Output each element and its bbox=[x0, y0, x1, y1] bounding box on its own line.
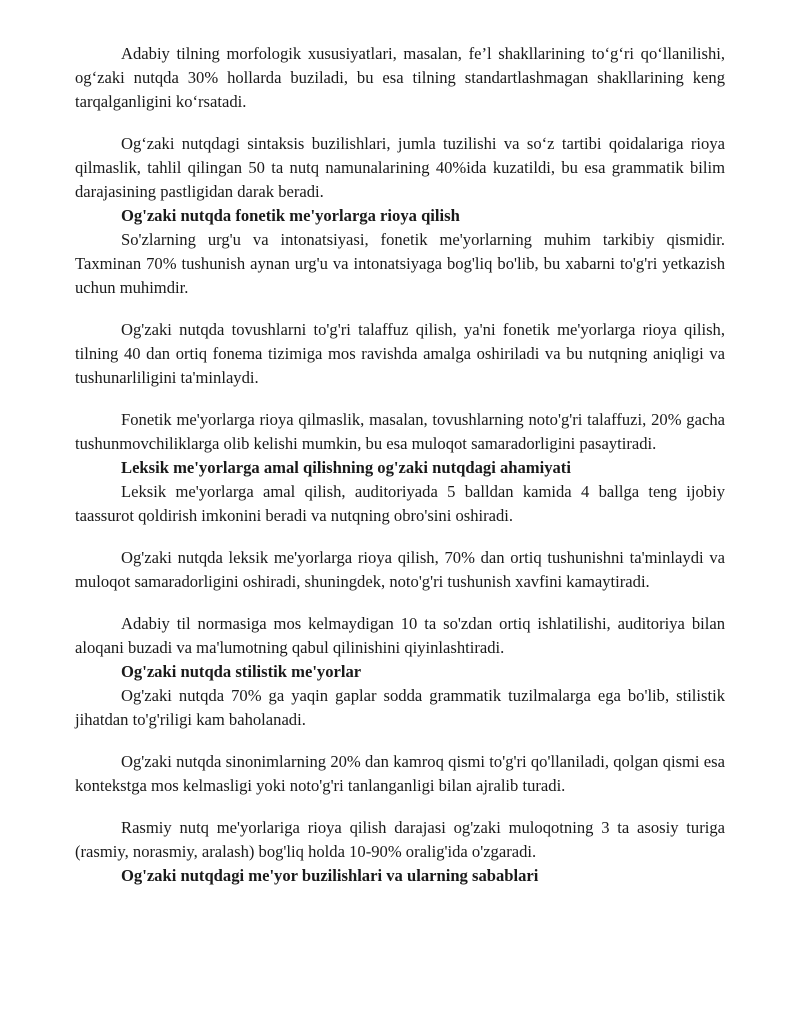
paragraph-phonetic-violations: Fonetik me'yorlarga rioya qilmaslik, masalan, tovushlarning noto'g'ri talaffuzi, 20% gacha tushunmovchiliklarga olib kelishi mumkin, bu esa muloqot samaradorligini pasaytiradi. bbox=[75, 410, 725, 453]
paragraph-stress-intonation: So'zlarning urg'u va intonatsiyasi, fonetik me'yorlarning muhim tarkibiy qismidir. Taxminan 70% tushunish aynan urg'u va intonatsiyaga bog'liq bo'lib, bu xabarni to'g'ri yetkazish uchun muhimdir. bbox=[75, 230, 725, 297]
paragraph-simple-structures: Og'zaki nutqda 70% ga yaqin gaplar sodda grammatik tuzilmalarga ega bo'lib, stilistik jihatdan to'g'riligi kam baholanadi. bbox=[75, 686, 725, 729]
paragraph-lexical-understanding: Og'zaki nutqda leksik me'yorlarga rioya qilish, 70% dan ortiq tushunishni ta'minlaydi va muloqot samaradorligini oshiradi, shuningdek, noto'g'ri tushunish xavfini kamaytiradi. bbox=[75, 548, 725, 591]
paragraph-morphology: Adabiy tilning morfologik xususiyatlari, masalan, fe’l shakllarining to‘g‘ri qo‘llanilishi, og‘zaki nutqda 30% hollarda buziladi, bu esa tilning standartlashmagan shakllarining keng tarqalganligini ko‘rsatadi. bbox=[75, 44, 725, 111]
heading-phonetic-norms: Og'zaki nutqda fonetik me'yorlarga rioya qilish bbox=[121, 206, 460, 225]
paragraph-formal-speech: Rasmiy nutq me'yorlariga rioya qilish darajasi og'zaki muloqotning 3 ta asosiy turiga (rasmiy, norasmiy, aralash) bog'liq holda 10-90% oralig'ida o'zgaradi. bbox=[75, 818, 725, 861]
heading-stylistic-norms: Og'zaki nutqda stilistik me'yorlar bbox=[121, 662, 362, 681]
paragraph-synonyms: Og'zaki nutqda sinonimlarning 20% dan kamroq qismi to'g'ri qo'llaniladi, qolgan qismi esa kontekstga mos kelmasligi yoki noto'g'ri tanlanganligi bilan ajralib turadi. bbox=[75, 752, 725, 795]
paragraph-literary-norm: Adabiy til normasiga mos kelmaydigan 10 ta so'zdan ortiq ishlatilishi, auditoriya bilan aloqani buzadi va ma'lumotning qabul qilinishini qiyinlashtiradi. bbox=[75, 614, 725, 657]
paragraph-pronunciation: Og'zaki nutqda tovushlarni to'g'ri talaffuz qilish, ya'ni fonetik me'yorlarga rioya qilish, tilning 40 dan ortiq fonema tizimiga mos ravishda amalga oshiriladi va bu nutqning aniqligi va tushunarliligini ta'minlaydi. bbox=[75, 320, 725, 387]
paragraph-syntax: Og‘zaki nutqdagi sintaksis buzilishlari, jumla tuzilishi va so‘z tartibi qoidalariga rioya qilmaslik, tahlil qilingan 50 ta nutq namunalarining 40%ida kuzatildi, bu esa grammatik bilim darajasining pastligidan darak beradi. bbox=[75, 134, 725, 201]
heading-norm-violations: Og'zaki nutqdagi me'yor buzilishlari va ularning sabablari bbox=[121, 866, 539, 885]
paragraph-lexical-impression: Leksik me'yorlarga amal qilish, auditoriyada 5 balldan kamida 4 ballga teng ijobiy taassurot qoldirish imkonini beradi va nutqning obro'sini oshiradi. bbox=[75, 482, 725, 525]
heading-lexical-norms: Leksik me'yorlarga amal qilishning og'zaki nutqdagi ahamiyati bbox=[121, 458, 571, 477]
